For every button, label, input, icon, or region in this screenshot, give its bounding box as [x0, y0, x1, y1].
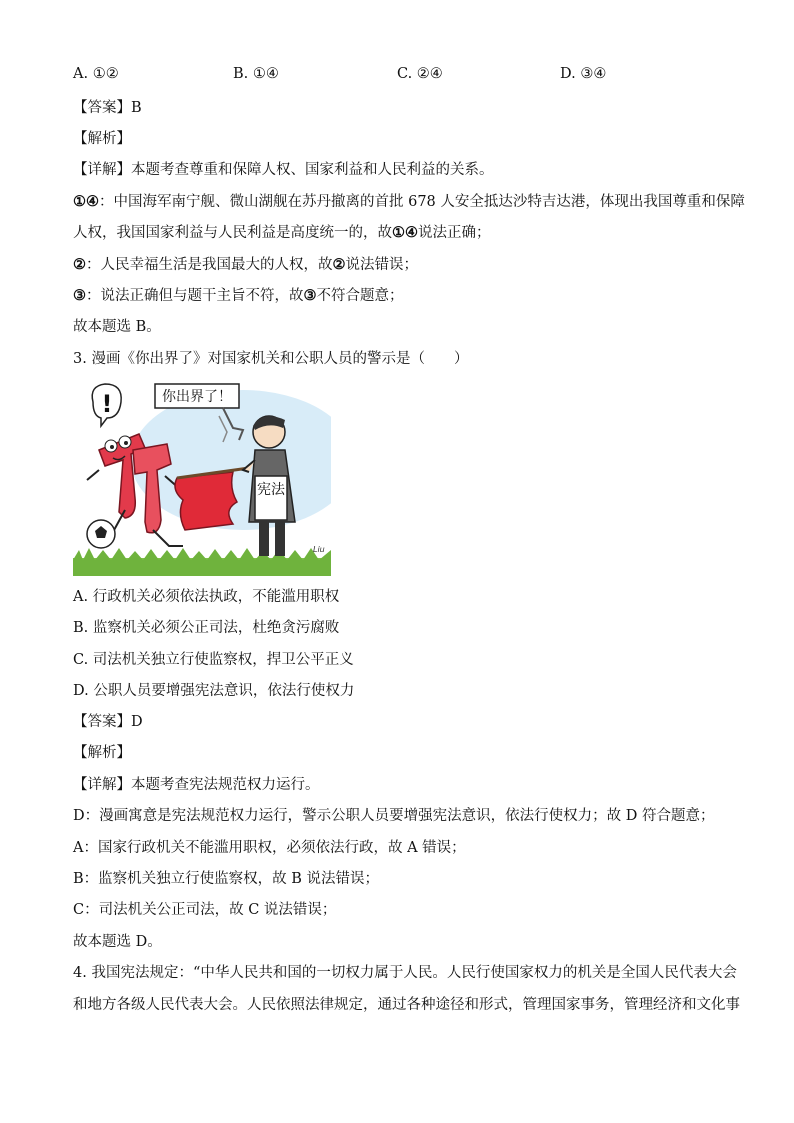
q3-line-b: B：监察机关独立行使监察权，故 B 说法错误；: [73, 871, 380, 887]
q2-options: [73, 66, 733, 86]
q2-answer: [73, 98, 142, 118]
q2-point-2: [73, 255, 418, 275]
answer-value: B: [131, 100, 142, 116]
q2-option-a: A. ①②: [73, 66, 119, 82]
cartoon-illustration: [73, 380, 331, 576]
point-text: ：说法正确但与题干主旨不符，故: [86, 288, 304, 304]
answer-label: 【答案】: [73, 100, 131, 116]
q3-line-c: C：司法机关公正司法，故 C 说法错误；: [73, 902, 337, 918]
point-text: 不符合题意；: [316, 288, 404, 304]
q3-detail: [73, 775, 320, 795]
detail-text: 本题考查尊重和保障人权、国家利益和人民利益的关系。: [131, 162, 494, 178]
svg-text:宪法: [257, 481, 286, 498]
q3-stem: 3. 漫画《你出界了》对国家机关和公职人员的警示是（ ）: [73, 351, 469, 367]
q2-option-d: D. ③④: [560, 66, 607, 82]
point-text: 人权，我国国家利益与人民利益是高度统一的，故: [73, 225, 392, 241]
sign-text: 宪法: [257, 482, 285, 498]
q2-point-1-line-2: [73, 223, 491, 243]
q3-answer: [73, 712, 143, 732]
q3-option-b: B. 监察机关必须公正司法，杜绝贪污腐败: [73, 620, 340, 636]
q3-analysis-label: 【解析】: [73, 745, 131, 761]
red-flag: [175, 472, 237, 530]
q2-analysis-label: 【解析】: [73, 131, 131, 147]
point-text: ：人民幸福生活是我国最大的人权，故: [86, 257, 333, 273]
detail-text: 本题考查宪法规范权力运行。: [131, 777, 320, 793]
q3-option-d: D. 公职人员要增强宪法意识，依法行使权力: [73, 683, 355, 699]
q2-detail: [73, 160, 494, 180]
q4-line-1: 4. 我国宪法规定：“中华人民共和国的一切权力属于人民。人民行使国家权力的机关是全国人民代表大会: [73, 965, 737, 981]
artist-signature: Liu: [313, 545, 325, 554]
exclaim-mark: !: [101, 390, 113, 418]
q4-line-2: 和地方各级人民代表大会。人民依照法律规定，通过各种途径和形式，管理国家事务，管理经济和文化事: [73, 997, 740, 1013]
point-marker: ③: [303, 287, 317, 304]
point-text: 说法正确；: [418, 225, 491, 241]
q3-line-d: D：漫画寓意是宪法规范权力运行，警示公职人员要增强宪法意识，依法行使权力；故 D 符合题意；: [73, 808, 715, 824]
answer-label: 【答案】: [73, 714, 131, 730]
q2-point-3: [73, 286, 404, 306]
point-marker: ②: [73, 256, 86, 273]
q2-option-b: B. ①④: [233, 66, 279, 82]
q3-option-c: C. 司法机关独立行使监察权，捍卫公平正义: [73, 652, 354, 668]
q2-point-1-line-1: [73, 192, 745, 212]
q2-option-c: C. ②④: [397, 66, 443, 82]
q3-option-a: A. 行政机关必须依法执政，不能滥用职权: [73, 589, 340, 605]
detail-label: 【详解】: [73, 162, 131, 178]
q2-conclusion: 故本题选 B。: [73, 319, 161, 335]
point-marker: ①④: [392, 224, 418, 241]
point-text: 说法错误；: [345, 257, 418, 273]
detail-label: 【详解】: [73, 777, 131, 793]
point-marker: ③: [73, 287, 86, 304]
q3-conclusion: 故本题选 D。: [73, 934, 162, 950]
point-marker: ②: [332, 256, 346, 273]
answer-value: D: [131, 714, 143, 730]
q3-line-a: A：国家行政机关不能滥用职权，必须依法行政，故 A 错误；: [73, 840, 466, 856]
point-marker: ①④: [73, 193, 99, 210]
point-text: ：中国海军南宁舰、微山湖舰在苏丹撤离的首批 678 人安全抵达沙特吉达港，体现出我国尊重和保障: [99, 194, 745, 210]
speech-text: 你出界了！: [162, 389, 232, 405]
